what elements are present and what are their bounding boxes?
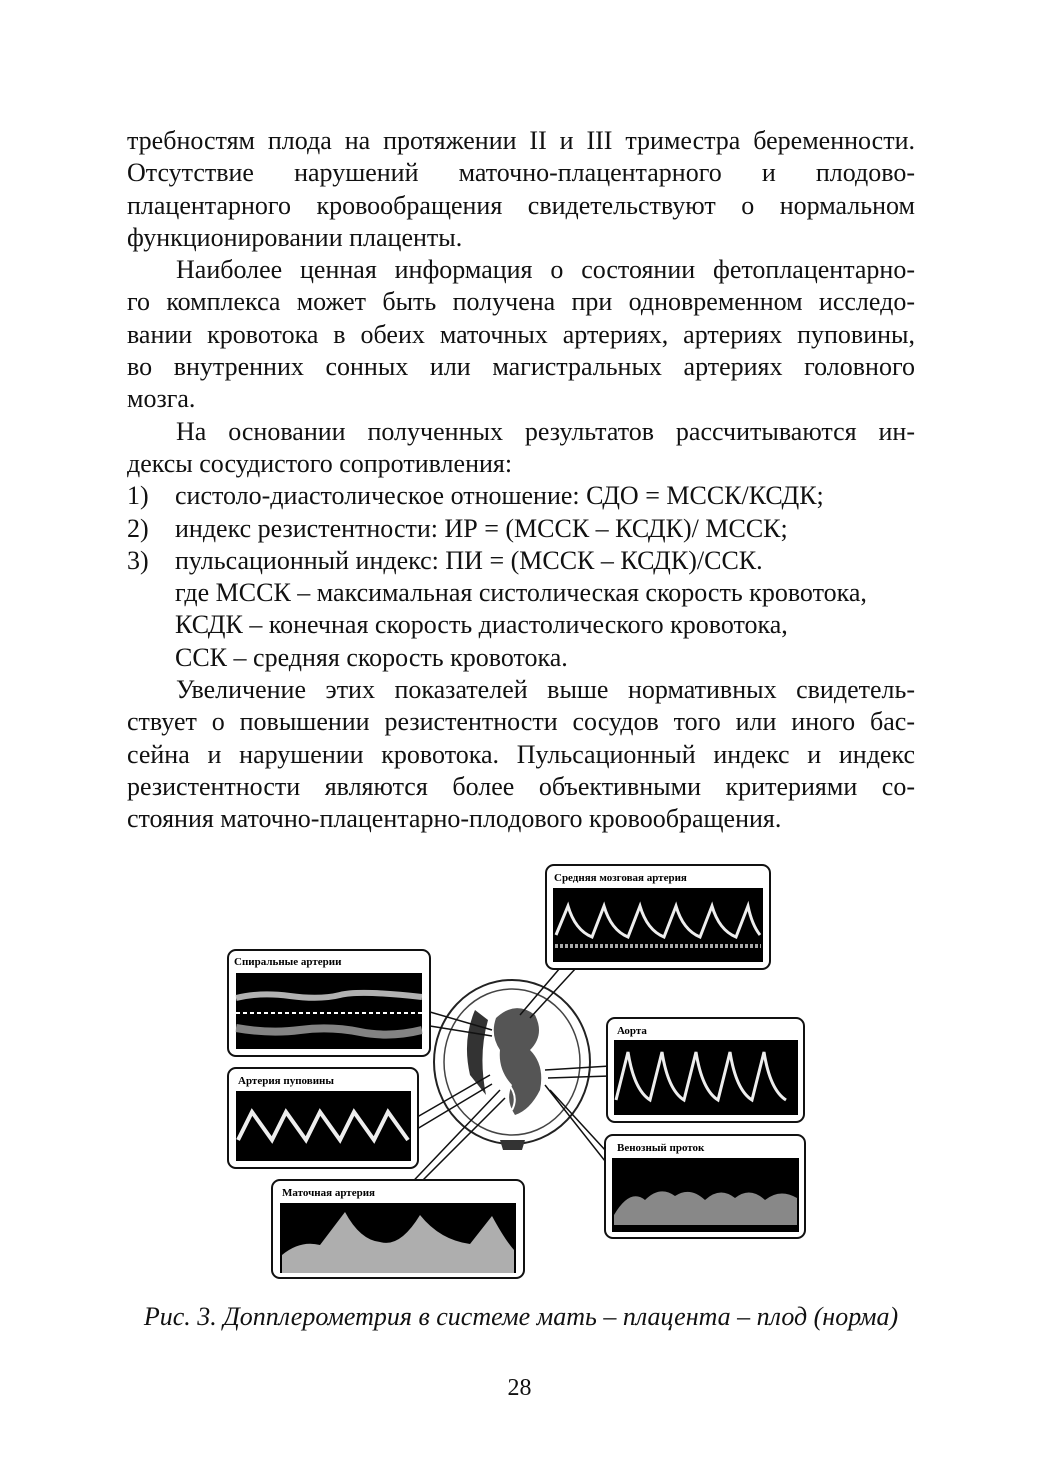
paragraph-line: во внутренних сонных или магистральных артериях головного xyxy=(127,352,915,382)
panel-spiral-arteries xyxy=(228,950,430,1056)
paragraph-line: го комплекса может быть получена при одновременном исследо- xyxy=(127,287,915,317)
list-item xyxy=(127,480,915,512)
panel-ductus-venosus xyxy=(605,1135,805,1238)
panel-uterine-artery xyxy=(272,1180,524,1278)
paragraph-line: На основании полученных результатов рассчитываются ин- xyxy=(176,416,915,446)
list-item xyxy=(127,545,915,577)
list-item-text: индекс резистентности: ИР = (МССК – КСДК)/ МССК; xyxy=(175,513,788,543)
list-item-number: 2) xyxy=(127,513,149,543)
paragraph-line: требностям плода на протяжении II и III триместра беременности. xyxy=(127,126,915,155)
definition-line: где МССК – максимальная систолическая скорость кровотока, xyxy=(175,578,867,608)
paragraph-line: стояния маточно-плацентарно-плодового кровообращения. xyxy=(127,804,782,834)
panel-label: Средняя мозговая артерия xyxy=(554,872,687,884)
panel-middle-cerebral-artery xyxy=(546,865,770,969)
paragraph-line: вании кровотока в обеих маточных артериях, артериях пуповины, xyxy=(127,319,915,349)
definition-line: КСДК – конечная скорость диастолического кровотока, xyxy=(175,610,788,640)
list-item-number: 3) xyxy=(127,545,149,575)
definition-line: ССК – средняя скорость кровотока. xyxy=(175,642,568,672)
paragraph-line: Отсутствие нарушений маточно-плацентарного и плодово- xyxy=(127,158,915,188)
panel-umbilical-artery xyxy=(228,1068,418,1168)
panel-label: Спиральные артерии xyxy=(234,956,342,968)
paragraph-line: Наиболее ценная информация о состоянии фетоплацентарно- xyxy=(176,255,915,285)
paragraph-line: резистентности являются более объективными критериями со- xyxy=(127,771,915,801)
paragraph-line: сейна и нарушении кровотока. Пульсационный индекс и индекс xyxy=(127,739,915,769)
list-item-text: пульсационный индекс: ПИ = (МССК – КСДК)/ССК. xyxy=(175,545,763,575)
figure-caption: Рис. 3. Допплерометрия в системе мать – плацента – плод (норма) xyxy=(143,1302,899,1331)
list-item xyxy=(127,513,915,545)
list-item-number: 1) xyxy=(127,481,149,511)
doppler-figure xyxy=(220,860,810,1280)
paragraph-line: ствует о повышении резистентности сосудов того или иного бас- xyxy=(127,707,915,737)
panel-label: Артерия пуповины xyxy=(238,1075,334,1087)
panel-label: Аорта xyxy=(617,1025,647,1037)
body-text xyxy=(127,125,915,836)
panel-label: Венозный проток xyxy=(617,1142,705,1154)
paragraph-line: функционировании плаценты. xyxy=(127,222,463,252)
panel-aorta xyxy=(607,1018,804,1122)
paragraph-line: дексы сосудистого сопротивления: xyxy=(127,448,513,478)
list-item-text: систоло-диастолическое отношение: СДО = МССК/КСДК; xyxy=(175,481,824,511)
paragraph-line: Увеличение этих показателей выше нормативных свидетель- xyxy=(176,675,915,705)
uterus-fetus-illustration xyxy=(434,980,590,1150)
page-number: 28 xyxy=(507,1375,532,1401)
paragraph-line: мозга. xyxy=(127,384,196,414)
paragraph-line: плацентарного кровообращения свидетельствуют о нормальном xyxy=(127,190,915,220)
panel-label: Маточная артерия xyxy=(282,1187,375,1199)
